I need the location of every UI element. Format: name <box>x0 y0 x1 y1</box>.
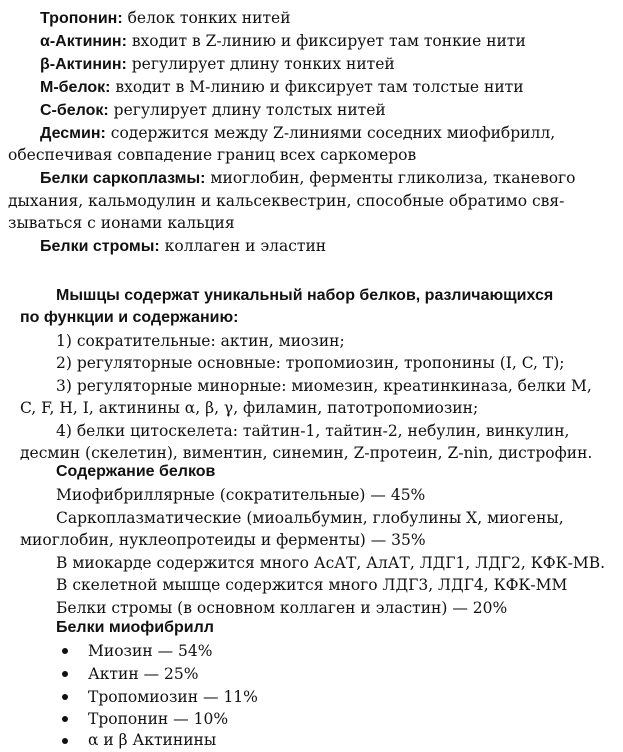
def-stroma <box>40 235 326 258</box>
group-4-cont: десмин (скелетин), виментин, синемин, Z-протеин, Z-nin, дистрофин. <box>20 444 593 462</box>
def-text: белок тонких нитей <box>122 9 291 27</box>
def-c-protein <box>40 99 386 122</box>
group-2: 2) регуляторные основные: тропомиозин, тропонины (I, C, T); <box>56 354 565 372</box>
def-term: Белки стромы: <box>40 238 160 255</box>
content-stroma: Белки стромы (в основном коллаген и эластин) — 20% <box>56 599 508 617</box>
group-3: 3) регуляторные минорные: миомезин, креатинкиназа, белки М, <box>56 377 592 395</box>
list-item: Тропомиозин — 11% <box>88 688 258 706</box>
def-text: содержится между Z-линиями соседних миофибрилл, <box>105 124 556 142</box>
group-1: 1) сократительные: актин, миозин; <box>56 332 345 350</box>
content-myofibrillar: Миофибриллярные (сократительные) — 45% <box>56 486 426 504</box>
def-m-protein <box>40 76 524 99</box>
group-3-cont: C, F, H, I, актинины α, β, γ, филамин, патотропомиозин; <box>20 399 479 417</box>
list-item: Миозин — 54% <box>88 642 213 660</box>
myofibril-heading: Белки миофибрилл <box>56 619 214 636</box>
def-text: входит в Z-линию и фиксирует там тонкие нити <box>126 32 526 50</box>
def-term: Тропонин: <box>40 10 123 27</box>
def-text: входит в М-линию и фиксирует там толстые нити <box>110 78 524 96</box>
bullet-icon <box>62 694 68 700</box>
def-term: Белки саркоплазмы: <box>40 170 206 187</box>
def-text: регулирует длину тонких нитей <box>126 55 395 73</box>
section-heading: Мышцы содержат уникальный набор белков, различающихся <box>56 287 554 304</box>
def-sarcoplasm-cont2: зываться с ионами кальция <box>8 214 235 232</box>
def-term: β-Актинин: <box>40 56 127 73</box>
list-item: Тропонин — 10% <box>88 710 229 728</box>
content-heading: Содержание белков <box>56 463 216 480</box>
bullet-icon <box>62 716 68 722</box>
bullet-icon <box>62 671 68 677</box>
def-alpha-actinin <box>40 30 526 53</box>
bullet-icon <box>62 738 68 744</box>
def-beta-actinin <box>40 53 395 76</box>
def-troponin <box>40 7 291 30</box>
def-desmin <box>40 122 555 145</box>
def-term: М-белок: <box>40 79 111 96</box>
bullet-icon <box>62 648 68 654</box>
def-desmin-cont: обеспечивая совпадение границ всех саркомеров <box>8 146 417 164</box>
def-sarcoplasm <box>40 167 575 190</box>
list-item: α и β Актинины <box>88 731 217 749</box>
content-skeletal: В скелетной мышце содержится много ЛДГ3, ЛДГ4, КФК-ММ <box>56 576 568 594</box>
content-sarcoplasmic: Саркоплазматические (миоальбумин, глобулины Х, миогены, <box>56 509 564 527</box>
def-term: С-белок: <box>40 102 109 119</box>
def-text: миоглобин, ферменты гликолиза, тканевого <box>205 169 576 187</box>
list-item: Актин — 25% <box>88 665 199 683</box>
content-sarcoplasmic-cont: миоглобин, нуклеопротеиды и ферменты) — 35% <box>20 531 426 549</box>
section-heading-cont: по функции и содержанию: <box>20 309 239 326</box>
def-sarcoplasm-cont: дыхания, кальмодулин и кальсеквестрин, способные обратимо свя- <box>8 192 565 210</box>
def-text: коллаген и эластин <box>159 237 327 255</box>
group-4: 4) белки цитоскелета: тайтин-1, тайтин-2, небулин, винкулин, <box>56 422 570 440</box>
def-term: α-Актинин: <box>40 33 127 50</box>
content-myocard: В миокарде содержится много АсАТ, АлАТ, ЛДГ1, ЛДГ2, КФК-МВ. <box>56 554 606 572</box>
def-text: регулирует длину толстых нитей <box>108 101 386 119</box>
def-term: Десмин: <box>40 125 106 142</box>
